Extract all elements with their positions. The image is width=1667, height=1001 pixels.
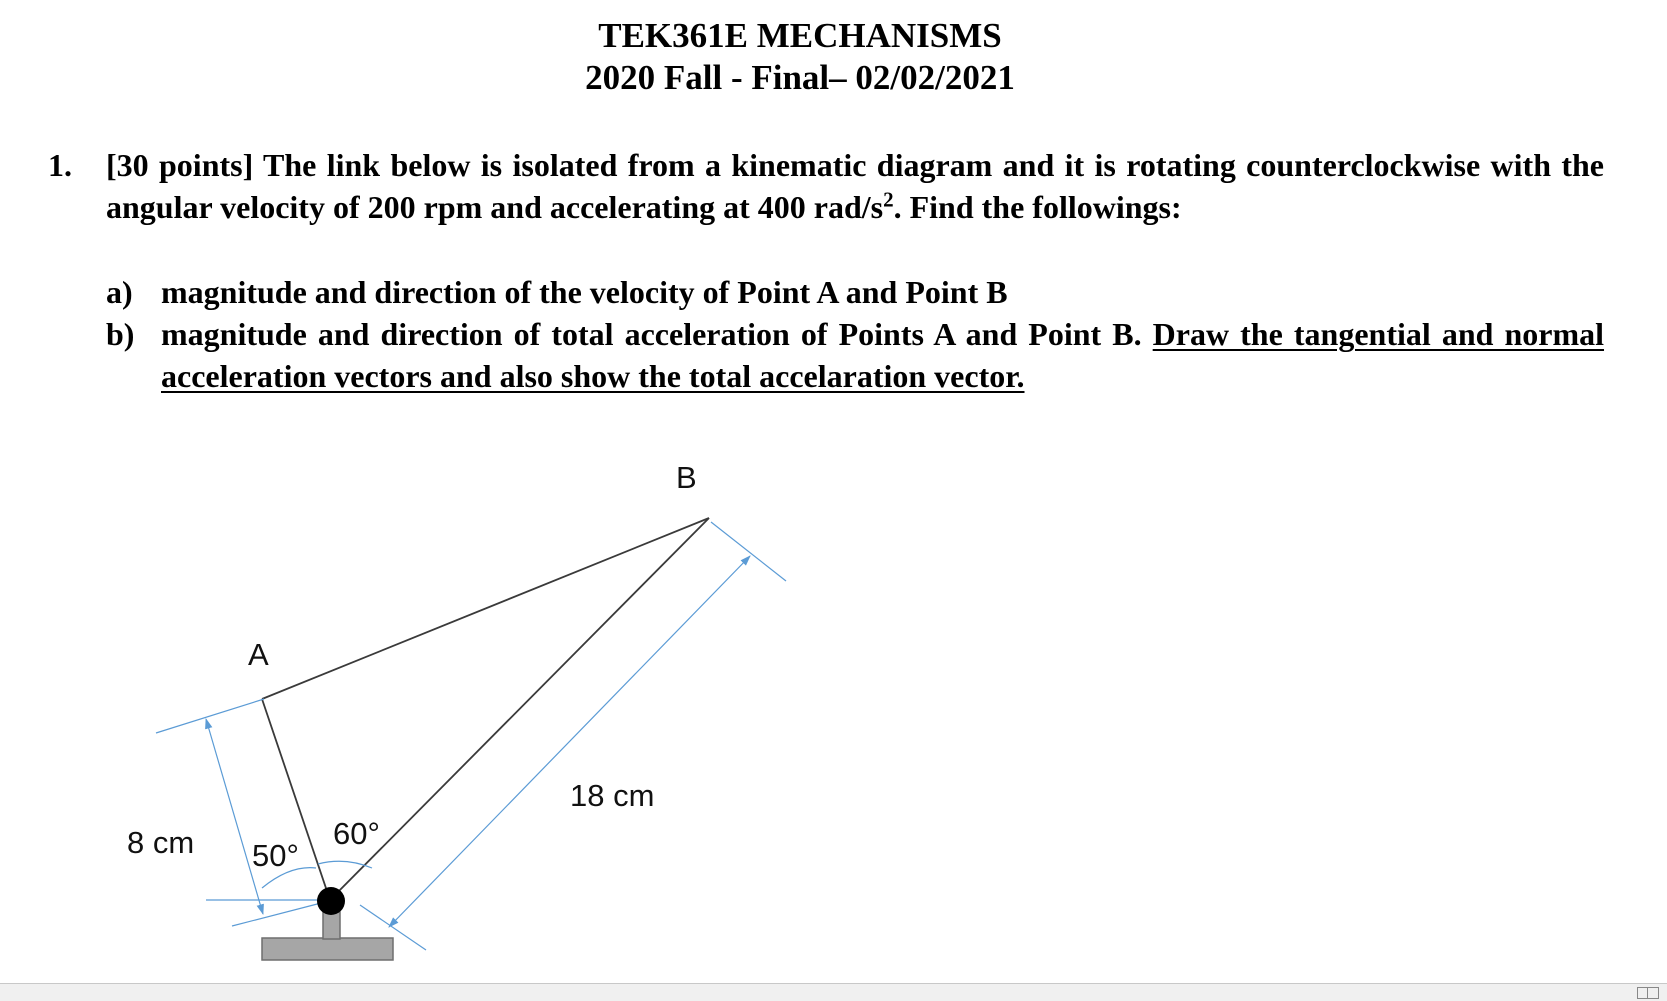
ground-post [323, 912, 340, 939]
course-title: TEK361E MECHANISMS [598, 16, 1002, 55]
question-body: The link below is isolated from a kinematic diagram and it is rotating counterclockwise with the angular velocity of 200 rpm and accelerating at 400 rad/s [106, 147, 1605, 225]
item-a-text: magnitude and direction of the velocity of Point A and Point B [161, 274, 1008, 310]
label-dim-8cm: 8 cm [127, 825, 195, 860]
question-number: 1. [48, 147, 72, 183]
view-layout-icon[interactable] [1637, 987, 1659, 999]
item-b-underlined: Draw the tangential and normal acceleration vectors and also show the total accelaration vector. [161, 316, 1605, 394]
item-b-body: magnitude and direction of total acceleration of Points A and Point B. [161, 316, 1153, 352]
label-angle-50: 50° [252, 838, 299, 873]
label-angle-60: 60° [333, 816, 380, 851]
label-dim-18cm: 18 cm [570, 778, 655, 813]
ext-line-a [156, 699, 264, 733]
item-b-letter: b) [106, 316, 135, 352]
exam-subtitle: 2020 Fall - Final– 02/02/2021 [585, 58, 1015, 97]
exponent: 2 [883, 187, 894, 212]
question-points: [30 points] [106, 147, 254, 183]
link-edge-a-b [262, 518, 709, 699]
label-point-a: A [248, 637, 269, 672]
pivot-joint [317, 887, 345, 915]
ground-base [262, 938, 393, 960]
status-bar [0, 983, 1667, 1001]
dim-arrow-18cm [389, 556, 750, 927]
question-body-end: . Find the followings: [893, 189, 1182, 225]
dim-arrow-8cm [206, 719, 263, 914]
ext-line-b [711, 522, 786, 581]
item-a-letter: a) [106, 274, 133, 310]
ext-line-o-left [232, 902, 325, 926]
label-point-b: B [676, 460, 697, 495]
link-edge-o-b [330, 518, 709, 900]
